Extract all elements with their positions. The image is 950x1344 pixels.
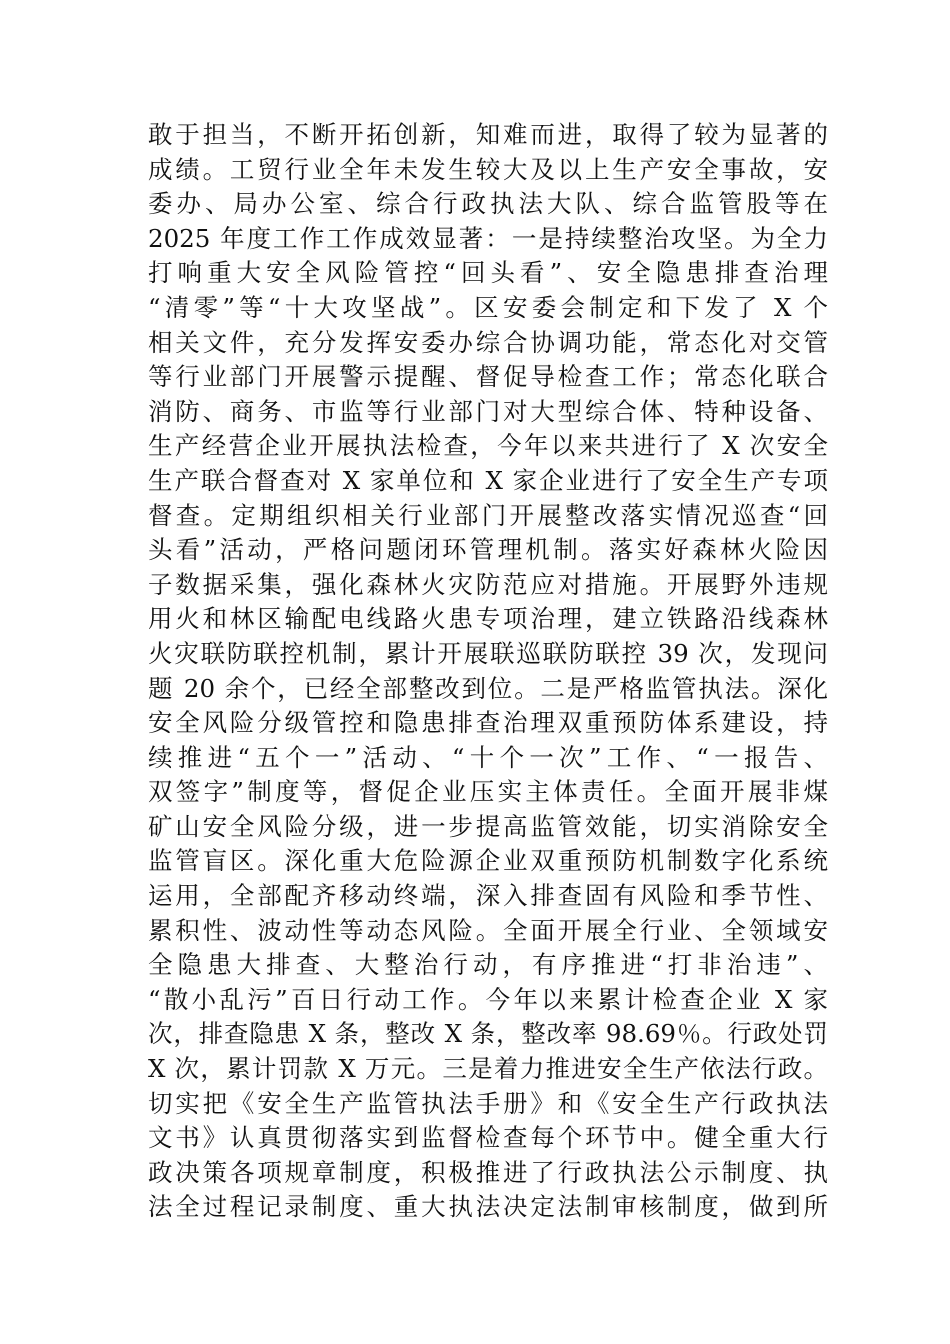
text-line-11: 生产联合督查对 X 家单位和 X 家企业进行了安全生产专项 <box>148 465 828 495</box>
body-paragraph <box>148 118 828 1225</box>
text-line-14: 子数据采集，强化森林火灾防范应对措施。开展野外违规 <box>148 569 828 599</box>
text-line-21: 矿山安全风险分级，进一步提高监管效能，切实消除安全 <box>148 811 828 841</box>
text-line-28: X 次，累计罚款 X 万元。三是着力推进安全生产依法行政。 <box>148 1054 828 1084</box>
text-line-25: 全隐患大排查、大整治行动，有序推进“打非治违”、 <box>148 950 828 980</box>
text-line-22: 监管盲区。深化重大危险源企业双重预防机制数字化系统 <box>148 846 828 876</box>
text-line-32: 法全过程记录制度、重大执法决定法制审核制度，做到所 <box>148 1192 828 1222</box>
text-line-19: 续推进“五个一”活动、“十个一次”工作、“一报告、 <box>148 742 828 772</box>
text-line-31: 政决策各项规章制度，积极推进了行政执法公示制度、执 <box>148 1157 828 1187</box>
text-line-6: “清零”等“十大攻坚战”。区安委会制定和下发了 X 个 <box>148 292 828 322</box>
text-line-8: 等行业部门开展警示提醒、督促导检查工作；常态化联合 <box>148 362 828 392</box>
text-line-1: 敢于担当，不断开拓创新，知难而进，取得了较为显著的 <box>148 120 828 149</box>
text-line-13: 头看”活动，严格问题闭环管理机制。落实好森林火险因 <box>148 535 828 565</box>
text-line-30: 文书》认真贯彻落实到监督检查每个环节中。健全重大行 <box>148 1123 828 1153</box>
text-line-18: 安全风险分级管控和隐患排查治理双重预防体系建设，持 <box>148 708 828 738</box>
text-line-26: “散小乱污”百日行动工作。今年以来累计检查企业 X 家 <box>148 984 828 1014</box>
text-line-29: 切实把《安全生产监管执法手册》和《安全生产行政执法 <box>148 1088 828 1118</box>
text-line-24: 累积性、波动性等动态风险。全面开展全行业、全领域安 <box>148 915 828 945</box>
text-line-20: 双签字”制度等，督促企业压实主体责任。全面开展非煤 <box>148 777 828 807</box>
text-line-12: 督查。定期组织相关行业部门开展整改落实情况巡查“回 <box>148 500 828 530</box>
text-line-27: 次，排查隐患 X 条，整改 X 条，整改率 98.69％。行政处罚 <box>148 1019 828 1049</box>
text-line-3: 委办、局办公室、综合行政执法大队、综合监管股等在 <box>148 189 828 219</box>
text-line-15: 用火和林区输配电线路火患专项治理，建立铁路沿线森林 <box>148 604 828 634</box>
text-line-17: 题 20 余个，已经全部整改到位。二是严格监管执法。深化 <box>148 673 828 703</box>
text-line-2: 成绩。工贸行业全年未发生较大及以上生产安全事故，安 <box>148 154 828 184</box>
text-line-16: 火灾联防联控机制，累计开展联巡联防联控 39 次，发现问 <box>148 638 828 668</box>
text-line-5: 打响重大安全风险管控“回头看”、安全隐患排查治理 <box>148 258 828 288</box>
text-line-9: 消防、商务、市监等行业部门对大型综合体、特种设备、 <box>148 396 828 426</box>
text-line-7: 相关文件，充分发挥安委办综合协调功能，常态化对交管 <box>148 327 828 357</box>
text-line-23: 运用，全部配齐移动终端，深入排查固有风险和季节性、 <box>148 881 828 911</box>
text-line-10: 生产经营企业开展执法检查，今年以来共进行了 X 次安全 <box>148 431 828 461</box>
text-line-4: 2025 年度工作工作成效显著：一是持续整治攻坚。为全力 <box>148 223 828 253</box>
